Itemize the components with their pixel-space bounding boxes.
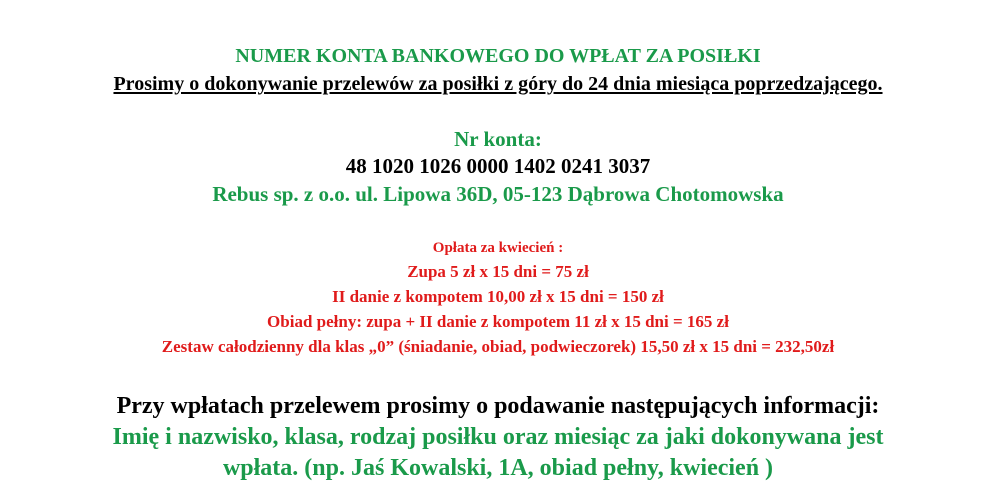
fees-heading: Opłata za kwiecień : (432, 240, 564, 256)
fee-line-second-course: II danie z kompotem 10,00 zł x 15 dni = 150 zł (332, 287, 664, 306)
fee-line-full-day-set: Zestaw całodzienny dla klas „0” (śniadanie, obiad, podwieczorek) 15,50 zł x 15 dni = 232,50zł (161, 337, 835, 356)
account-label: Nr konta: (454, 127, 542, 151)
instructions-line-2: wpłata. (np. Jaś Kowalski, 1A, obiad pełny, kwiecień ) (222, 455, 774, 481)
account-number: 48 1020 1026 0000 1402 0241 3037 (345, 154, 651, 178)
document-title: NUMER KONTA BANKOWEGO DO WPŁAT ZA POSIŁKI (235, 45, 761, 67)
instructions-heading: Przy wpłatach przelewem prosimy o podawanie następujących informacji: (116, 393, 880, 419)
fee-line-soup: Zupa 5 zł x 15 dni = 75 zł (407, 262, 589, 281)
company-address: Rebus sp. z o.o. ul. Lipowa 36D, 05-123 Dąbrowa Chotomowska (212, 182, 784, 206)
document-subtitle: Prosimy o dokonywanie przelewów za posiłki z góry do 24 dnia miesiąca poprzedzającego. (113, 73, 883, 95)
fee-line-full-lunch: Obiad pełny: zupa + II danie z kompotem 11 zł x 15 dni = 165 zł (267, 312, 729, 331)
instructions-line-1: Imię i nazwisko, klasa, rodzaj posiłku oraz miesiąc za jaki dokonywana jest (112, 424, 884, 450)
